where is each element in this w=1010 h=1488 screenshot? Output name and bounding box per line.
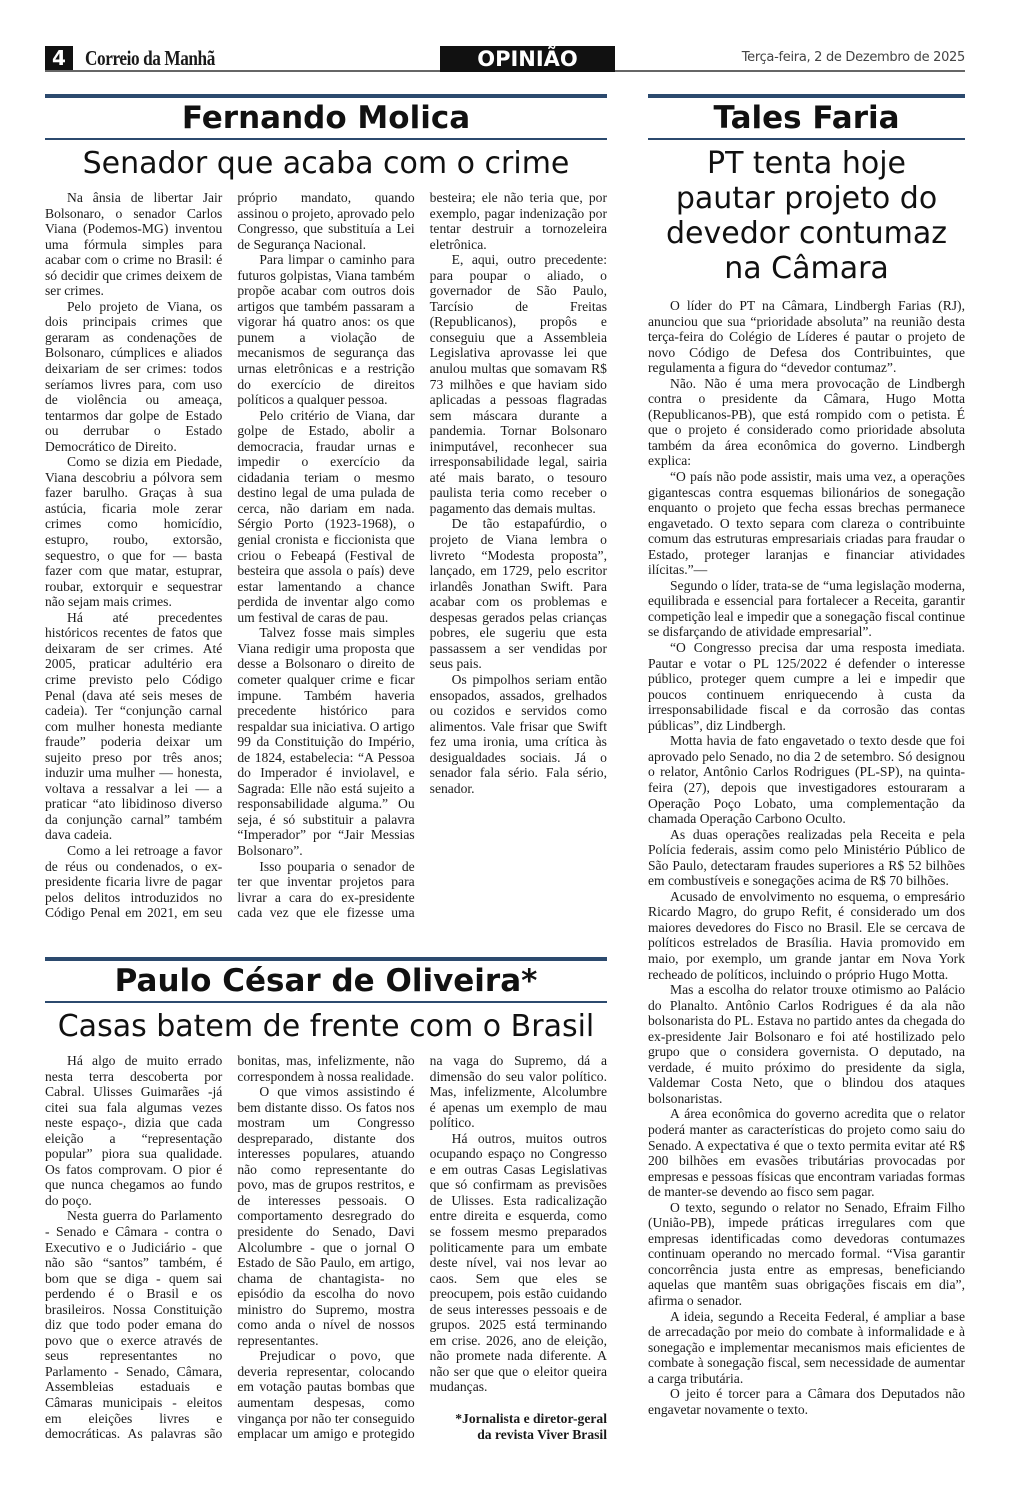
divider: [45, 138, 607, 140]
paragraph: Há algo de muito errado nesta terra descoberta por Cabral. Ulisses Guimarães -já citei sua fala algumas vezes neste espaço-, dizia que cada eleição a “representação popular” piora sua qualidade. Os fatos comprovam. O pior é que nunca chegamos ao fundo do poço.: [45, 1053, 223, 1208]
divider: [648, 138, 965, 140]
author-signature: [430, 1411, 607, 1442]
paragraph: O texto, segundo o relator no Senado, Efraim Filho (União-PB), impede práticas irregulares com que empresas identificadas como devedoras contumazes continuam operando no mercado formal. “Visa garantir concorrência justa entre as empresas, beneficiando aquelas que mantêm suas obrigações fiscais em dia”, afirma o senador.: [648, 1199, 965, 1308]
paragraph: O jeito é torcer para a Câmara dos Deputados não engavetar novamente o texto.: [648, 1386, 965, 1417]
paragraph: Talvez fosse mais simples Viana redigir uma proposta que desse a Bolsonaro o direito de cometer qualquer crime e ficar impune. Também haveria precedente histórico para respaldar sua iniciativa. O artigo 99 da Constituição do Império, de 1824, estabelecia: “A Pessoa do Imperador é inviolavel, e Sagrada: Elle não está sujeito a responsabilidade alguma.” Ou seja, é só substituir a palavra “Imperador” por “Jair Messias Bolsonaro”.: [237, 625, 415, 858]
page-number: 4: [45, 46, 73, 70]
section-label: OPINIÃO: [440, 46, 615, 72]
paragraph: Há até precedentes históricos recentes de fatos que deixaram de ser crimes. Até 2005, praticar adultério era crime previsto pelo Código Penal (dava até seis meses de cadeia). Ter “conjunção carnal com mulher honesta mediante fraude” poderia deixar um sujeito preso por três anos; induzir uma mulher — honesta, voltava a ressalvar a lei — a praticar “ato libidinoso diverso da conjunção carnal” também dava cadeia.: [45, 609, 223, 843]
paragraph: Mas a escolha do relator trouxe otimismo ao Palácio do Planalto. Antônio Carlos Rodrigues é da ala não bolsonarista do PL. Estava no partido antes da chegada do ex-presidente Jair Bolsonaro e foi até hostilizado pelo grupo que o considera governista. O deputado, na verdade, é muito próximo do presidente da sigla, Valdemar Costa Neto, que o blindou dos ataques bolsonaristas.: [648, 982, 965, 1106]
article-paulo-cesar: [45, 957, 607, 1448]
masthead: [45, 46, 965, 72]
article-headline: Senador que acaba com o crime: [82, 146, 570, 181]
paragraph: Segundo o líder, trata-se de “uma legislação moderna, equilibrada e essencial para fortalecer a Receita, garantir competição leal e impedir que a sonegação fiscal continue se disfarçando de atividade empresarial”.: [648, 577, 965, 640]
paragraph: Motta havia de fato engavetado o texto desde que foi aprovado pelo Senado, no dia 2 de setembro. Só designou o relator, Antônio Carlos Rodrigues (PL-SP), na quinta-feira (27), depois que investigadores estouraram a Operação Poço Lobato, uma complementação da chamada Operação Carbono Oculto.: [648, 733, 965, 827]
paragraph: Há outros, muitos outros ocupando espaço no Congresso e em outras Casas Legislativas que só confirmam as previsões de Ulisses. Esta radicalização entre direita e esquerda, como se fossem mesmo preparados politicamente para um embate deste nível, vai nos levar ao caos. Sem que eles se preocupem, pois estão cuidando de seus interesses pessoais e de grupos. 2025 está terminando em crise. 2026, ano de eleição, não promete nada diferente. A não ser que que o eleitor queira mudanças.: [429, 1130, 607, 1395]
paragraph: Não. Não é uma mera provocação de Lindbergh contra o presidente da Câmara, Hugo Motta (Republicanos-PB), que está rompido com o petista. É que o projeto é considerado como prioridade absoluta também da área econômica do governo. Lindbergh explica:: [648, 375, 965, 469]
paragraph: “O país não pode assistir, mais uma vez, a operações gigantescas contra esquemas bilionários de sonegação enquanto o projeto que fecha essas brechas permanece engavetado. O texto separa com clareza o contribuinte comum das estruturas empresariais criadas para fraudar o Estado, proteger laranjas e financiar atividades ilícitas.”—: [648, 469, 965, 578]
paragraph: Os pimpolhos seriam então ensopados, assados, grelhados ou cozidos e servidos como alimentos. Vale frisar que Swift fez uma ironia, uma crítica às desigualdades sociais. Já o senador fala sério. Fala sério, senador.: [429, 671, 607, 796]
paragraph: As duas operações realizadas pela Receita e pela Polícia federais, assim como pelo Ministério Público de São Paulo, detectaram fraudes superiores a R$ 52 bilhões em combustíveis e sonegações acima de R$ 70 bilhões.: [648, 826, 965, 889]
paragraph: A área econômica do governo acredita que o relator poderá manter as características do projeto como saiu do Senado. A expectativa é que o texto permita evitar até R$ 200 bilhões em evasões tributárias provocadas por empresas e pessoas físicas que encontram variadas formas de manter-se devendo ao fisco sem pagar.: [648, 1106, 965, 1200]
article-body: [45, 1053, 607, 1448]
paragraph: Como se dizia em Piedade, Viana descobriu a pólvora sem fazer barulho. Graças à sua astúcia, ficaria mole zerar crimes como homicídio, estupro, roubo, extorsão, sequestro, o que for — basta fazer com que matar, estuprar, roubar, extorquir e sequestrar não sejam mais crimes.: [45, 454, 223, 610]
column-author: Fernando Molica: [181, 100, 471, 136]
paragraph: O líder do PT na Câmara, Lindbergh Farias (RJ), anunciou que sua “prioridade absoluta” na reunião desta terça-feira do Colégio de Líderes é pautar o projeto de novo Código de Defesa dos Contribuintes, que regulamenta a figura do “devedor contumaz”.: [648, 298, 965, 376]
paragraph: E, aqui, outro precedente: para poupar o aliado, o governador de São Paulo, Tarcísio de Freitas (Republicanos), propôs e conseguiu que a Assembleia Legislativa aprovasse lei que anulou multas que somavam R$ 73 milhões e que haviam sido aplicadas a pessoas flagradas sem máscara durante a pandemia. Tornar Bolsonaro inimputável, reconhecer sua irresponsabilidade legal, sairia até mais barato, o tesouro paulista teria como receber o pagamento das demais multas.: [429, 252, 607, 516]
paragraph: Na ânsia de libertar Jair Bolsonaro, o senador Carlos Viana (Podemos-MG) inventou uma fórmula simples para acabar com o crime no Brasil: é só decidir que crimes deixem de ser crimes.: [45, 190, 223, 299]
issue-date: Terça-feira, 2 de Dezembro de 2025: [741, 50, 965, 65]
paragraph: Pelo projeto de Viana, os dois principais crimes que geraram as condenações de Bolsonaro, cúmplices e aliados deixariam de ser crimes: todos seríamos livres para, com uso de violência ou ameaça, tentarmos dar golpe de Estado ou derrubar o Estado Democrático de Direito.: [45, 298, 223, 454]
article-body: [45, 190, 607, 925]
article-body: [648, 298, 965, 1417]
article-fernando-molica: [45, 94, 607, 925]
paragraph: Acusado de envolvimento no esquema, o empresário Ricardo Magro, do grupo Refit, é considerado um dos maiores devedores do Fisco no Brasil. Ele se cercava de políticos estrelados de Brasília. Havia promovido em maio, por exemplo, um grande jantar em Nova York recheado de políticos, incluindo o próprio Hugo Motta.: [648, 888, 965, 982]
paragraph: O que vimos assistindo é bem distante disso. Os fatos nos mostram um Congresso despreparado, distante dos interesses populares, atuando não como representante do povo, mas de grupos restritos, e de interesses pessoais. O comportamento desregrado do presidente do Senado, Davi Alcolumbre - que o jornal O Estado de São Paulo, em artigo, chama de chantagista- no episódio da escolha do novo ministro do Supremo, mostra como anda o nível de nossos representantes.: [237, 1084, 415, 1348]
paragraph: De tão estapafúrdio, o projeto de Viana lembra o livreto “Modesta proposta”, lançado, em 1729, pelo escritor irlandês Jonathan Swift. Para acabar com os problemas e despesas gerados pelas crianças pobres, ele sugeriu que esta passassem a ser vendidas por seus pais.: [429, 516, 607, 672]
column-author: Paulo César de Oliveira*: [114, 963, 538, 999]
paragraph: Pelo critério de Viana, dar golpe de Estado, abolir a democracia, fraudar urnas e impedir o exercício da cidadania teriam o mesmo destino legal de uma pulada de cerca, não dariam em nada. Sérgio Porto (1923-1968), o genial cronista e ficcionista que criou o Febeapá (Festival de besteira que assola o país) deve estar lamentando a chance perdida de inventar algo como um festival de caras de pau.: [237, 407, 415, 625]
newspaper-logo: Correio da Manhã: [85, 46, 215, 70]
article-tales-faria: [648, 94, 965, 1417]
article-headline: Casas batem de frente com o Brasil: [57, 1009, 595, 1044]
signature-line: *Jornalista e diretor-geral: [455, 1411, 607, 1427]
paragraph: Isso pouparia o senador de ter que inventar projetos para livrar a cara do ex-presidente cada vez que ele fizesse uma besteira; ele não teria que, por exemplo, pagar indenização por tentar destruir a tornozeleira eletrônica.: [237, 190, 607, 921]
divider: [45, 1001, 607, 1003]
column-author: Tales Faria: [713, 100, 900, 136]
paragraph: Como a lei retroage a favor de réus ou condenados, o ex-presidente ficaria livre de pagar pelos delitos introduzidos no Código Penal em 2021, em seu próprio mandato, quando assinou o projeto, aprovado pelo Congresso, que substituía a Lei de Segurança Nacional.: [45, 190, 415, 921]
paragraph: A ideia, segundo a Receita Federal, é ampliar a base de arrecadação por meio do combate à informalidade e à sonegação e implementar mecanismos mais eficientes de combate à sonegação fiscal, sem necessidade de aumentar a carga tributária.: [648, 1308, 965, 1386]
paragraph: Para limpar o caminho para futuros golpistas, Viana também propõe acabar com outros dois artigos que também passaram a vigorar há quatro anos: os que punem a violação de mecanismos de segurança das urnas eletrônicas e a restrição do exercício de direitos políticos a qualquer pessoa.: [237, 252, 415, 408]
paragraph: Prejudicar o povo, que deveria representar, colocando em votação pautas bombas que aumentam despesas, como vingança por não ter conseguido emplacar um amigo e protegido na vaga do Supremo, dá a dimensão do seu valor político. Mas, infelizmente, Alcolumbre é apenas um exemplo de mau político.: [237, 1053, 607, 1442]
signature-line: da revista Viver Brasil: [477, 1426, 607, 1442]
article-headline: PT tenta hoje pautar projeto do devedor contumaz na Câmara: [666, 146, 947, 286]
paragraph: Nesta guerra do Parlamento - Senado e Câmara - contra o Executivo e o Judiciário - que não são “santos” também, é bom que se diga - quem sai perdendo é o Brasil e os brasileiros. Nossa Constituição diz que todo poder emana do povo que o exerce através de seus representantes no Parlamento - Senado, Câmara, Assembleias estaduais e Câmaras municipais - eleitos em eleições livres e democráticas. As palavras são bonitas, mas, infelizmente, não correspondem à nossa realidade.: [45, 1053, 415, 1442]
paragraph: “O Congresso precisa dar uma resposta imediata. Pautar e votar o PL 125/2022 é defender o interesse público, proteger quem cumpre a lei e impedir que poucos continuem enriquecendo à custa da irresponsabilidade fiscal e da corrosão das contas públicas”, diz Lindbergh.: [648, 640, 965, 733]
